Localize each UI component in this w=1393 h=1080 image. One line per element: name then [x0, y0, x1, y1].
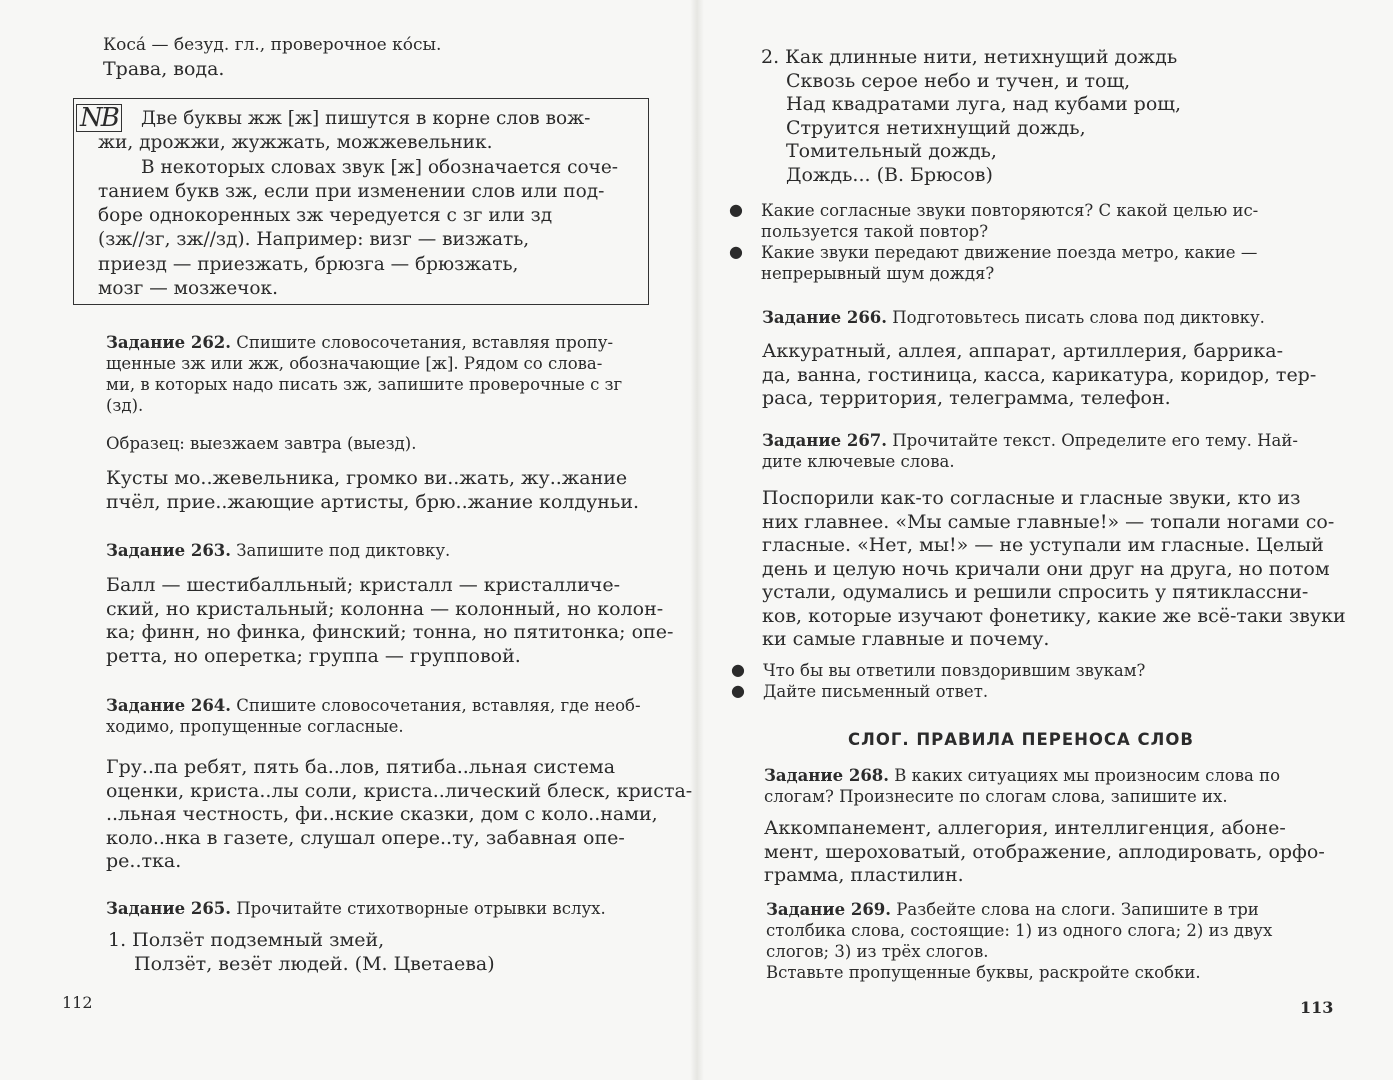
- task-instruction: щенные зж или жж, обозначающие [ж]. Рядом со слова-: [106, 354, 603, 373]
- bullet-item: [731, 660, 1146, 681]
- exercise-line: Поспорили как-то согласные и гласные звуки, кто из: [762, 487, 1301, 509]
- nb-line: боре однокоренных зж чередуется с зг или зд: [98, 205, 553, 227]
- exercise-line: да, ванна, гостиница, касса, карикатура, коридор, тер-: [762, 363, 1317, 386]
- task-268-text: [764, 817, 1325, 888]
- exercise-line: раса, территория, телеграмма, телефон.: [762, 387, 1171, 409]
- bullet-item: [729, 200, 1259, 242]
- nb-line: мозг — мозжечок.: [98, 278, 278, 300]
- nb-rule-text: [98, 107, 618, 301]
- exercise-line: ка; финн, но финка, финский; тонна, но пятитонка; опе-: [106, 621, 674, 643]
- bullet-line: непрерывный шум дождя?: [761, 264, 995, 283]
- exercise-line: пчёл, прие..жающие артисты, брю..жание колдуньи.: [106, 490, 640, 513]
- task-267: [762, 430, 1298, 472]
- task-266: [762, 307, 1265, 328]
- exercise-line: коло..нка в газете, слушал опере..ту, забавная опе-: [106, 826, 625, 849]
- bullet-list-1: [729, 200, 1259, 284]
- trava-line: Трава, вода.: [103, 57, 225, 80]
- poem-line: 2. Как длинные нити, нетихнущий дождь: [761, 46, 1178, 68]
- poem-line: Ползёт, везёт людей. (М. Цветаева): [134, 952, 495, 975]
- bullet-line: Что бы вы ответили повздорившим звукам?: [763, 661, 1146, 680]
- kosa-rule: [103, 34, 441, 81]
- poem-line: Над квадратами луга, над кубами рощ,: [786, 93, 1181, 115]
- nb-line: танием букв зж, если при изменении слов или под-: [98, 180, 605, 202]
- task-instruction: столбика слова, состоящие: 1) из одного слога; 2) из двух: [766, 921, 1273, 940]
- task-instruction: дите ключевые слова.: [762, 452, 955, 471]
- task-instruction: ми, в которых надо писать зж, запишите проверочные с зг: [106, 375, 623, 394]
- exercise-line: Кусты мо..жевельника, громко ви..жать, жу..жание: [106, 467, 628, 489]
- task-266-text: [762, 340, 1316, 411]
- exercise-line: ков, которые изучают фонетику, какие же всё-таки звуки: [762, 604, 1346, 627]
- task-label: Задание 265.: [106, 899, 232, 918]
- task-instruction: Спишите словосочетания, вставляя пропу-: [231, 333, 614, 352]
- bullet-line: Дайте письменный ответ.: [763, 682, 989, 701]
- nb-line: жи, дрожжи, жужжать, можжевельник.: [98, 132, 493, 154]
- task-262: [106, 332, 622, 416]
- task-269: [766, 899, 1272, 983]
- task-label: Задание 267.: [762, 431, 888, 450]
- task-262-sample: [106, 433, 416, 454]
- task-instruction: Спишите словосочетания, вставляя, где необ-: [231, 696, 641, 715]
- exercise-line: мент, шероховатый, отображение, аплодировать, орфо-: [764, 840, 1325, 863]
- task-label: Задание 269.: [766, 900, 892, 919]
- poem-2: [761, 46, 1181, 187]
- task-instruction: Прочитайте текст. Определите его тему. Най-: [887, 431, 1298, 450]
- task-instruction: Прочитайте стихотворные отрывки вслух.: [231, 899, 606, 918]
- sample-line: Образец: выезжаем завтра (выезд).: [106, 434, 417, 453]
- kosa-line: Коса́ — безуд. гл., проверочное ко́сы.: [103, 35, 442, 55]
- bullet-item: [729, 242, 1258, 284]
- exercise-line: Аккуратный, аллея, аппарат, артиллерия, баррика-: [762, 340, 1284, 362]
- task-label: Задание 266.: [762, 308, 888, 327]
- bullet-item: [731, 681, 1145, 702]
- task-instruction: Разбейте слова на слоги. Запишите в три: [891, 900, 1259, 919]
- bullet-line: пользуется такой повтор?: [761, 222, 989, 241]
- exercise-line: ский, но кристальный; колонна — колонный, но колон-: [106, 597, 664, 620]
- task-instruction: ходимо, пропущенные согласные.: [106, 717, 404, 736]
- task-instruction: Запишите под диктовку.: [231, 541, 451, 560]
- exercise-line: оценки, криста..лы соли, криста..лический блеск, криста-: [106, 779, 693, 802]
- bullet-icon: ●: [729, 200, 743, 219]
- task-264-text: [106, 756, 692, 874]
- task-instruction: слогам? Произнесите по слогам слова, запишите их.: [764, 787, 1228, 806]
- task-label: Задание 263.: [106, 541, 232, 560]
- nb-line: (зж//зг, зж//зд). Например: визг — визжать,: [98, 229, 530, 251]
- task-label: Задание 264.: [106, 696, 232, 715]
- task-267-text: [762, 487, 1346, 652]
- section-heading: СЛОГ. ПРАВИЛА ПЕРЕНОСА СЛОВ: [848, 730, 1194, 749]
- task-263: [106, 540, 450, 561]
- exercise-line: Балл — шестибалльный; кристалл — кристалличе-: [106, 574, 620, 596]
- task-instruction: Вставьте пропущенные буквы, раскройте скобки.: [766, 963, 1201, 982]
- exercise-line: грамма, пластилин.: [764, 864, 964, 886]
- exercise-line: Гру..па ребят, пять ба..лов, пятиба..льная система: [106, 756, 616, 778]
- poem-line: Томительный дождь,: [786, 140, 997, 162]
- nb-logo: NB: [76, 104, 122, 132]
- poem-line: 1. Ползёт подземный змей,: [108, 929, 385, 951]
- task-264: [106, 695, 641, 737]
- nb-line: В некоторых словах звук [ж] обозначается соче-: [141, 156, 619, 178]
- exercise-line: них главнее. «Мы самые главные!» — топали ногами со-: [762, 510, 1335, 533]
- exercise-line: ..льная честность, фи..нские сказки, дом с коло..нами,: [106, 803, 658, 825]
- task-label: Задание 262.: [106, 333, 232, 352]
- bullet-line: Какие согласные звуки повторяются? С какой целью ис-: [761, 201, 1259, 220]
- bullet-icon: ●: [731, 681, 745, 700]
- task-instruction: В каких ситуациях мы произносим слова по: [889, 766, 1281, 785]
- left-page: [0, 0, 696, 1080]
- poem-1: [108, 929, 495, 976]
- task-instruction: слогов; 3) из трёх слогов.: [766, 942, 989, 961]
- nb-line: приезд — приезжать, брюзга — брюзжать,: [98, 253, 519, 275]
- task-268: [764, 765, 1280, 807]
- exercise-line: гласные. «Нет, мы!» — не уступали им гласные. Целый: [762, 534, 1324, 556]
- task-262-text: [106, 467, 639, 514]
- poem-line: Сквозь серое небо и тучен, и тощ,: [786, 69, 1131, 92]
- exercise-line: день и целую ночь кричали они друг на друга, но потом: [762, 557, 1330, 580]
- task-265: [106, 898, 606, 919]
- task-263-text: [106, 574, 673, 668]
- bullet-line: Какие звуки передают движение поезда метро, какие —: [761, 243, 1258, 262]
- page-number-right: 113: [1300, 998, 1334, 1017]
- poem-line: Струится нетихнущий дождь,: [786, 116, 1086, 139]
- right-page: [696, 0, 1393, 1080]
- nb-line: Две буквы жж [ж] пишутся в корне слов вож-: [141, 108, 591, 129]
- task-label: Задание 268.: [764, 766, 890, 785]
- exercise-line: ре..тка.: [106, 850, 182, 872]
- exercise-line: ретта, но оперетка; группа — групповой.: [106, 644, 521, 667]
- bullet-icon: ●: [731, 660, 745, 679]
- bullet-list-2: [731, 660, 1146, 702]
- exercise-line: Аккомпанемент, аллегория, интеллигенция, абоне-: [764, 817, 1286, 839]
- exercise-line: ки самые главные и почему.: [762, 628, 1050, 650]
- bullet-icon: ●: [729, 242, 743, 261]
- exercise-line: устали, одумались и решили спросить у пятиклассни-: [762, 581, 1309, 603]
- task-instruction: Подготовьтесь писать слова под диктовку.: [887, 308, 1265, 327]
- poem-line: Дождь... (В. Брюсов): [786, 163, 993, 186]
- task-instruction: (зд).: [106, 396, 144, 415]
- page-number-left: 112: [62, 993, 93, 1012]
